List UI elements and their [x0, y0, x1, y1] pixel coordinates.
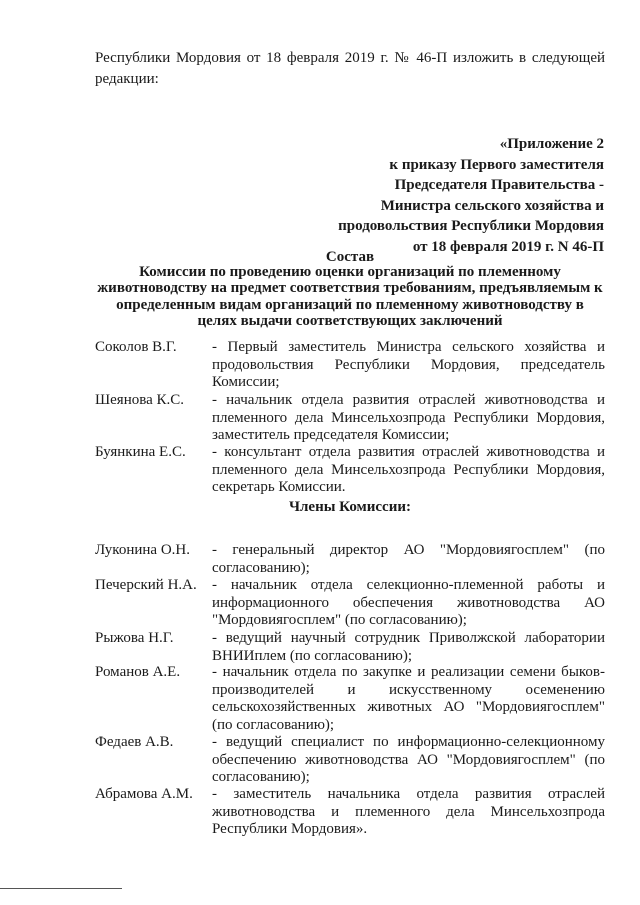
- intro-paragraph: Республики Мордовия от 18 февраля 2019 г. № 46-П изложить в следующей редакции:: [95, 50, 605, 87]
- commission-title: Комиссии по проведению оценки организаций по племенному животноводству на предмет соответствия требованиям, предъявляемым к определенным видам организаций по племенному животноводству в целях выдачи соответствующих заключений: [97, 264, 603, 330]
- member-role: - заместитель начальника отдела развития отраслей животноводства и племенного дела Минсельхозпрода Республики Мордовия».: [212, 786, 605, 837]
- member-name: Шеянова К.С.: [95, 392, 185, 408]
- member-role: - начальник отдела по закупке и реализации семени быков-производителей и искусственному осеменению сельскохозяйственных животных АО "Мордовиягосплем" (по согласованию);: [212, 664, 605, 733]
- footer-divider: [0, 888, 122, 889]
- member-name: Печерский Н.А.: [95, 577, 197, 593]
- member-role: - начальник отдела развития отраслей животноводства и племенного дела Минсельхозпрода Республики Мордовия, заместитель председателя Комиссии;: [212, 392, 605, 443]
- member-role: - генеральный директор АО "Мордовиягосплем" (по согласованию);: [212, 542, 605, 576]
- appendix-line: Председателя Правительства -: [394, 177, 604, 193]
- member-role: - ведущий научный сотрудник Приволжской лаборатории ВНИИплем (по согласованию);: [212, 630, 605, 664]
- member-role: - Первый заместитель Министра сельского хозяйства и продовольствия Республики Мордовия, председатель Комиссии;: [212, 339, 605, 390]
- member-name: Романов А.Е.: [95, 664, 181, 680]
- leadership-row: [95, 339, 605, 392]
- appendix-block: [284, 134, 604, 257]
- member-row: [95, 734, 605, 787]
- appendix-line: Министра сельского хозяйства и: [380, 197, 604, 214]
- leadership-row: [95, 444, 605, 497]
- member-name: Рыжова Н.Г.: [95, 630, 174, 646]
- member-name: Буянкина Е.С.: [95, 444, 186, 460]
- appendix-line: «Приложение 2: [499, 136, 604, 152]
- appendix-line: к приказу Первого заместителя: [389, 156, 604, 173]
- leadership-row: [95, 392, 605, 445]
- member-role: - начальник отдела селекционно-племенной работы и информационного обеспечения животноводства АО "Мордовиягосплем" (по согласованию);: [212, 577, 605, 628]
- member-name: Соколов В.Г.: [95, 339, 177, 355]
- member-role: - ведущий специалист по информационно-селекционному обеспечению животноводства АО "Мордовиягосплем" (по согласованию);: [212, 734, 605, 785]
- appendix-line: от 18 февраля 2019 г. N 46-П: [412, 238, 604, 255]
- appendix-line: продовольствия Республики Мордовия: [338, 218, 604, 234]
- member-name: Федаев А.В.: [95, 734, 174, 750]
- member-name: Луконина О.Н.: [95, 542, 190, 558]
- member-row: [95, 542, 605, 577]
- member-name: Абрамова А.М.: [95, 786, 193, 802]
- member-row: [95, 577, 605, 630]
- member-row: [95, 786, 605, 839]
- member-row: [95, 664, 605, 734]
- composition-heading: Состав: [325, 249, 375, 265]
- member-row: [95, 630, 605, 665]
- member-role: - консультант отдела развития отраслей животноводства и племенного дела Минсельхозпрода Республики Мордовия, секретарь Комиссии.: [212, 444, 605, 495]
- members-heading: Члены Комиссии:: [289, 499, 411, 515]
